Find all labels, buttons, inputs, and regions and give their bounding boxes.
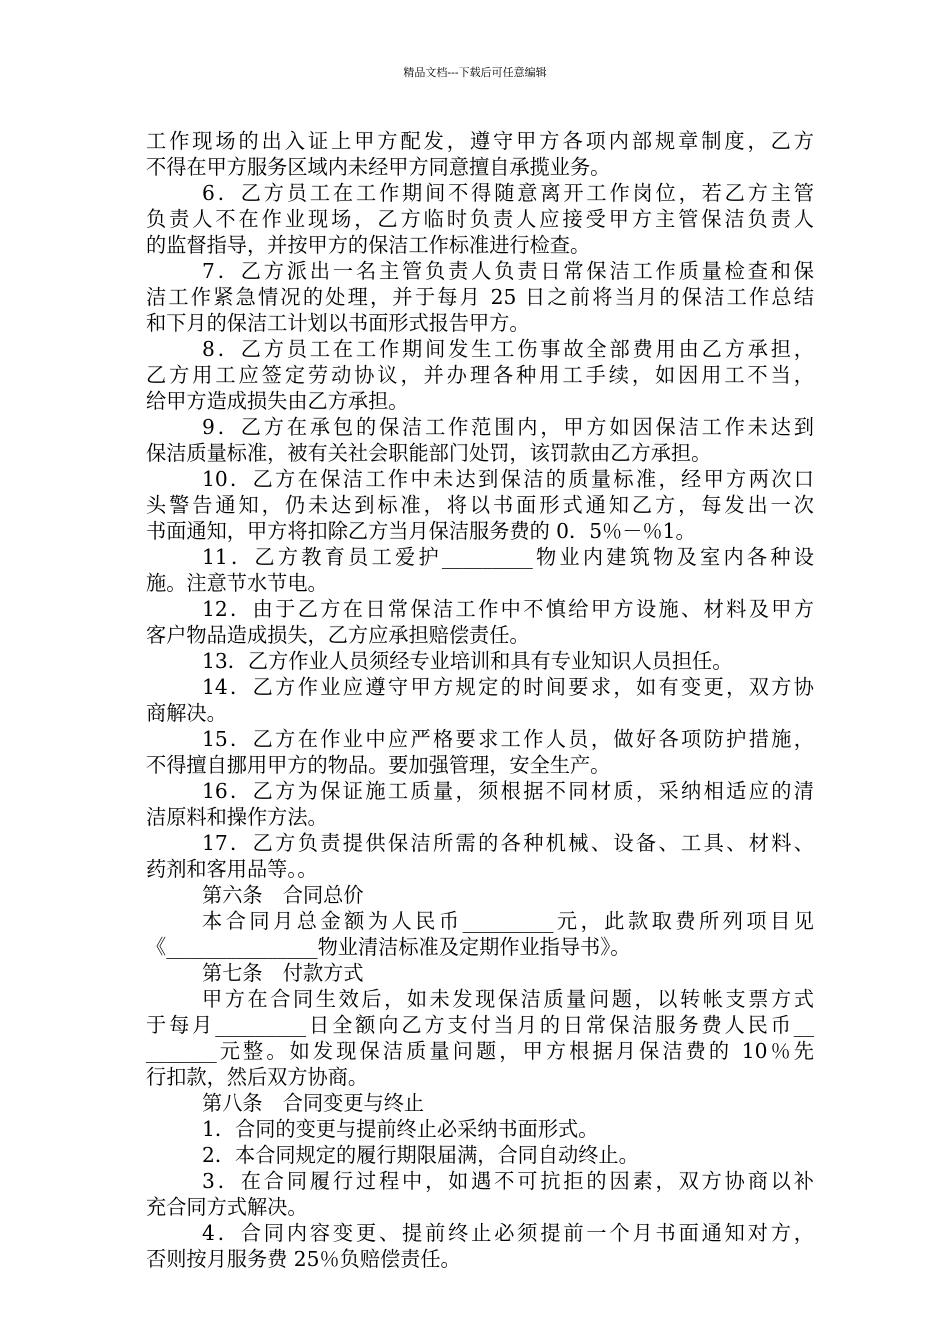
text-line: 充合同方式解决。 xyxy=(146,1195,308,1219)
text-line: 第七条 付款方式 xyxy=(202,961,364,985)
text-line: 药剂和客用品等。。 xyxy=(146,857,318,881)
text-line: 8．乙方员工在工作期间发生工伤事故全部费用由乙方承担， xyxy=(202,337,814,361)
text-line: 14．乙方作业应遵守甲方规定的时间要求，如有变更，双方协 xyxy=(202,675,814,699)
text-line: 甲方在合同生效后，如未发现保洁质量问题，以转帐支票方式 xyxy=(202,987,814,1011)
text-line: 否则按月服务费 25％负赔偿责任。 xyxy=(146,1247,461,1271)
text-line: 不得擅自挪用甲方的物品。要加强管理，安全生产。 xyxy=(146,753,611,777)
text-line: 16．乙方为保证施工质量，须根据不同材质，采纳相适应的清 xyxy=(202,779,814,803)
text-line: 于每月_________日全额向乙方支付当月的日常保洁服务费人民币__ xyxy=(146,1013,814,1037)
text-line: 洁工作紧急情况的处理，并于每月 25 日之前将当月的保洁工作总结 xyxy=(146,285,814,309)
text-line: 洁原料和操作方法。 xyxy=(146,805,328,829)
text-line: 6．乙方员工在工作期间不得随意离开工作岗位，若乙方主管 xyxy=(202,181,814,205)
text-line: 不得在甲方服务区域内未经甲方同意擅自承揽业务。 xyxy=(146,155,611,179)
text-line: 头警告通知，仍未达到标准，将以书面形式通知乙方，每发出一次 xyxy=(146,493,814,517)
text-line: 11．乙方教育员工爱护_________物业内建筑物及室内各种设 xyxy=(202,545,814,569)
text-line: 乙方用工应签定劳动协议，并办理各种用工手续，如因用工不当， xyxy=(146,363,814,387)
text-line: 的监督指导，并按甲方的保洁工作标准进行检查。 xyxy=(146,233,591,257)
text-line: 3．在合同履行过程中，如遇不可抗拒的因素，双方协商以补 xyxy=(202,1169,814,1193)
text-line: 工作现场的出入证上甲方配发，遵守甲方各项内部规章制度，乙方 xyxy=(146,129,814,153)
text-line: 17．乙方负责提供保洁所需的各种机械、设备、工具、材料、 xyxy=(202,831,814,855)
text-line: 9．乙方在承包的保洁工作范围内，甲方如因保洁工作未达到 xyxy=(202,415,814,439)
text-line: 12．由于乙方在日常保洁工作中不慎给甲方设施、材料及甲方 xyxy=(202,597,814,621)
text-line: 客户物品造成损失，乙方应承担赔偿责任。 xyxy=(146,623,530,647)
document-body xyxy=(146,128,814,1272)
text-line: 2．本合同规定的履行期限届满，合同自动终止。 xyxy=(202,1143,639,1167)
text-line: 负责人不在作业现场，乙方临时负责人应接受甲方主管保洁负责人 xyxy=(146,207,814,231)
text-line: 第六条 合同总价 xyxy=(202,883,364,907)
text-line: 《_______________物业清洁标准及定期作业指导书》。 xyxy=(146,935,631,959)
text-line: 和下月的保洁工计划以书面形式报告甲方。 xyxy=(146,311,530,335)
text-line: 本合同月总金额为人民币_________元，此款取费所列项目见 xyxy=(202,909,814,933)
text-line: 商解决。 xyxy=(146,701,227,725)
text-line: 10．乙方在保洁工作中未达到保洁的质量标准，经甲方两次口 xyxy=(202,467,814,491)
text-line: 15．乙方在作业中应严格要求工作人员，做好各项防护措施， xyxy=(202,727,814,751)
text-line: _______元整。如发现保洁质量问题，甲方根据月保洁费的 10％先 xyxy=(146,1039,814,1063)
text-line: 给甲方造成损失由乙方承担。 xyxy=(146,389,409,413)
text-line: 13．乙方作业人员须经专业培训和具有专业知识人员担任。 xyxy=(202,649,733,673)
text-line: 行扣款，然后双方协商。 xyxy=(146,1065,369,1089)
text-line: 1．合同的变更与提前终止必采纳书面形式。 xyxy=(202,1117,599,1141)
text-line: 保洁质量标准，被有关社会职能部门处罚，该罚款由乙方承担。 xyxy=(146,441,712,465)
text-line: 7．乙方派出一名主管负责人负责日常保洁工作质量检查和保 xyxy=(202,259,814,283)
text-line: 第八条 合同变更与终止 xyxy=(202,1091,425,1115)
page-header: 精品文档---下载后可任意编辑 xyxy=(403,66,547,79)
text-line: 4．合同内容变更、提前终止必须提前一个月书面通知对方， xyxy=(202,1221,814,1245)
text-line: 书面通知，甲方将扣除乙方当月保洁服务费的 0．5％－％1。 xyxy=(146,519,696,543)
text-line: 施。注意节水节电。 xyxy=(146,571,328,595)
